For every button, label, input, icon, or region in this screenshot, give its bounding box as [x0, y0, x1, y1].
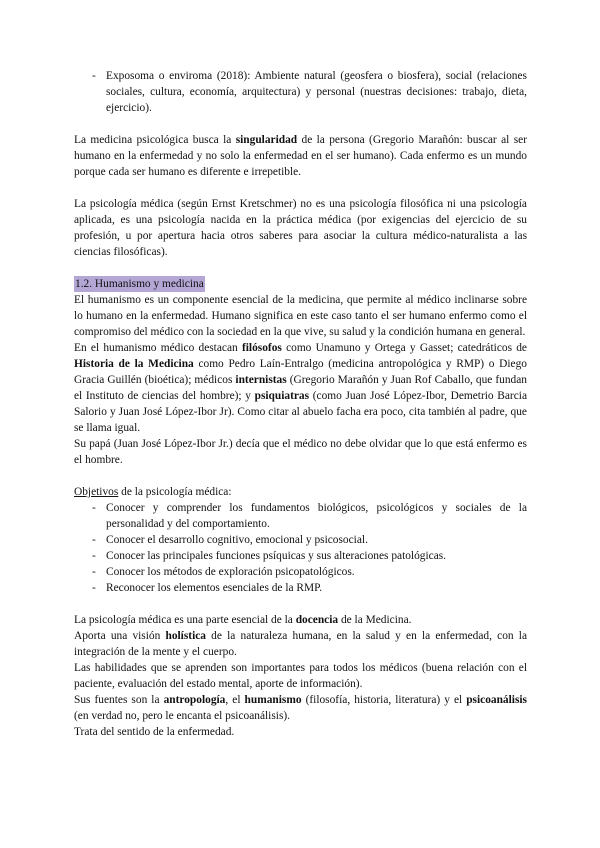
list-item: - Conocer las principales funciones psíquicas y sus alteraciones patológicas.	[74, 548, 527, 564]
paragraph-singularidad: La medicina psicológica busca la singularidad de la persona (Gregorio Marañón: buscar al ser humano en la enfermedad y no solo la enfermedad en el ser humano). Cada enfermo es un mundo porque cada ser humano es diferente e irrepetible.	[74, 134, 527, 178]
exposoma-list	[74, 68, 527, 116]
paragraph-kretschmer: La psicología médica (según Ernst Kretschmer) no es una psicología filosófica ni una psicología aplicada, es una psicología nacida en la práctica médica (por exigencias del ejercicio de su profesión, u por apertura hacia otros saberes para asociar la cultura médico-naturalista a las ciencias filosóficas).	[74, 198, 527, 258]
paragraph-habilidades: Las habilidades que se aprenden son importantes para todos los médicos (buena relación con el paciente, evaluación del estado mental, aporte de información).	[74, 662, 527, 690]
list-item: - Reconocer los elementos esenciales de la RMP.	[74, 580, 527, 596]
paragraph-papa: Su papá (Juan José López-Ibor Jr.) decía que el médico no debe olvidar que lo que está enfermo es el hombre.	[74, 438, 527, 466]
list-item: - Conocer los métodos de exploración psicopatológicos.	[74, 564, 527, 580]
objetivos-list	[74, 500, 527, 596]
paragraph-holistica: Aporta una visión holística de la naturaleza humana, en la salud y en la enfermedad, con la integración de la mente y el cuerpo.	[74, 630, 528, 658]
list-item: - Conocer y comprender los fundamentos biológicos, psicológicos y sociales de la personalidad y del comportamiento.	[74, 500, 527, 532]
paragraph-docencia: La psicología médica es una parte esencial de la docencia de la Medicina.	[74, 614, 412, 626]
objetivos-label: Objetivos de la psicología médica:	[74, 486, 232, 498]
paragraph-humanistas: En el humanismo médico destacan filósofos como Unamuno y Ortega y Gasset; catedráticos de Historia de la Medicina como Pedro Laín-Entralgo (medicina antropológica y RMP) o Diego Gracia Guillén (bioética); médicos internistas (Gregorio Marañón y Juan Rof Caballo, que fundan el Instituto de ciencias del hombre); y psiquiatras (como Juan José López-Ibor, Demetrio Barcia Salorio y Juan José López-Ibor Jr). Como citar al abuelo facha era poco, cita también al padre, que se llama igual.	[74, 342, 528, 434]
document-page	[74, 68, 527, 740]
list-item: - Conocer el desarrollo cognitivo, emocional y psicosocial.	[74, 532, 527, 548]
paragraph-trata: Trata del sentido de la enfermedad.	[74, 726, 235, 738]
section-heading: 1.2. Humanismo y medicina	[75, 278, 204, 290]
paragraph-fuentes: Sus fuentes son la antropología, el humanismo (filosofía, historia, literatura) y el psicoanálisis (en verdad no, pero le encanta el psicoanálisis).	[74, 694, 527, 722]
paragraph-humanismo: El humanismo es un componente esencial de la medicina, que permite al médico inclinarse sobre lo humano en la enfermedad. Humano significa en este caso tanto el ser humano enfermo como el compromiso del médico con la sociedad en la que vive, su salud y la condición humana en general.	[74, 294, 527, 338]
list-item: - Exposoma o enviroma (2018): Ambiente natural (geosfera o biosfera), social (relaciones sociales, cultura, economía, arquitectura) y personal (nuestras decisiones: trabajo, dieta, ejercicio).	[74, 68, 527, 116]
